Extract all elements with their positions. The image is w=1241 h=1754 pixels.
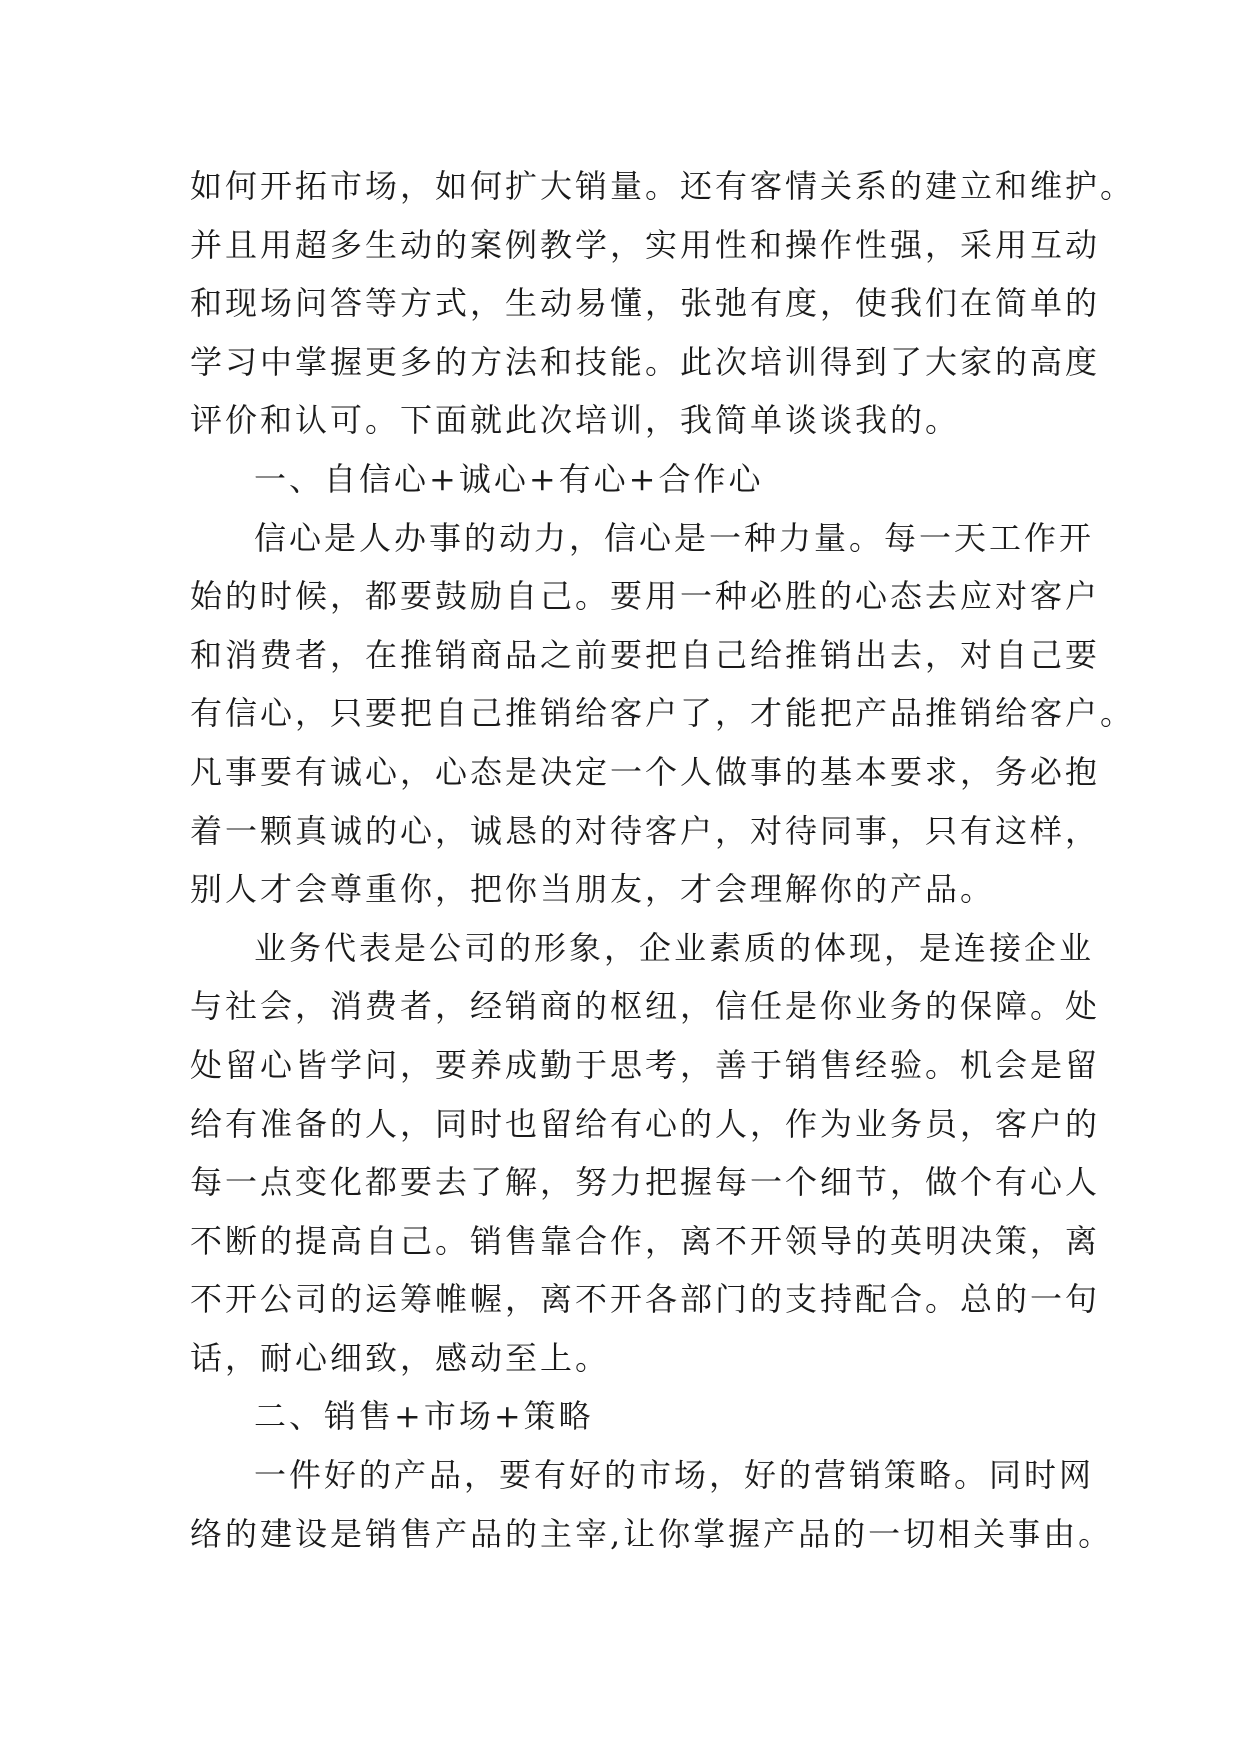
text-line: 不断的提高自己。销售靠合作，离不开领导的英明决策，离 bbox=[190, 1221, 1101, 1260]
text-line: 与社会，消费者，经销商的枢纽，信任是你业务的保障。处 bbox=[190, 987, 1101, 1026]
text-line: 有信心，只要把自己推销给客户了，才能把产品推销给客户。 bbox=[190, 694, 1136, 733]
text-line: 别人才会尊重你，把你当朋友，才会理解你的产品。 bbox=[190, 870, 996, 909]
text-line: 如何开拓市场，如何扩大销量。还有客情关系的建立和维护。 bbox=[190, 167, 1136, 205]
text-line-content: 业务代表是公司的形象，企业素质的体现，是连接企业 bbox=[254, 928, 1095, 967]
text-line bbox=[190, 509, 1095, 568]
text-line: 并且用超多生动的案例教学，实用性和操作性强，采用互动 bbox=[190, 225, 1101, 264]
section-heading-1: 一、自信心+诚心+有心+合作心 bbox=[254, 459, 764, 498]
text-line: 和消费者，在推销商品之前要把自己给推销出去，对自己要 bbox=[190, 635, 1101, 674]
text-line: 每一点变化都要去了解，努力把握每一个细节，做个有心人 bbox=[190, 1163, 1101, 1202]
text-line: 话，耐心细致，感动至上。 bbox=[190, 1338, 611, 1377]
text-line-content: 一件好的产品，要有好的市场，好的营销策略。同时网 bbox=[254, 1456, 1095, 1495]
text-line: 评价和认可。下面就此次培训，我简单谈谈我的。 bbox=[190, 401, 961, 440]
paragraph-confidence bbox=[190, 509, 1136, 919]
section-heading-2: 二、销售+市场+策略 bbox=[254, 1397, 594, 1436]
paragraph-representative bbox=[190, 919, 1101, 1388]
document-body bbox=[190, 157, 1136, 1563]
text-line: 着一颗真诚的心，诚恳的对待客户，对待同事，只有这样， bbox=[190, 811, 1101, 850]
text-line bbox=[190, 919, 1095, 978]
text-line bbox=[190, 1446, 1095, 1505]
text-line: 凡事要有诚心，心态是决定一个人做事的基本要求，务必抱 bbox=[190, 752, 1101, 791]
paragraph-sales bbox=[190, 1446, 1114, 1563]
text-line: 和现场问答等方式，生动易懂，张弛有度，使我们在简单的 bbox=[190, 284, 1101, 323]
text-line-content: 信心是人办事的动力，信心是一种力量。每一天工作开 bbox=[254, 518, 1095, 557]
paragraph-intro bbox=[190, 157, 1136, 450]
text-line: 始的时候，都要鼓励自己。要用一种必胜的心态去应对客户 bbox=[190, 577, 1101, 616]
text-line: 学习中掌握更多的方法和技能。此次培训得到了大家的高度 bbox=[190, 342, 1101, 381]
text-line: 不开公司的运筹帷幄，离不开各部门的支持配合。总的一句 bbox=[190, 1280, 1101, 1319]
text-line: 给有准备的人，同时也留给有心的人，作为业务员，客户的 bbox=[190, 1104, 1101, 1143]
text-line: 络的建设是销售产品的主宰,让你掌握产品的一切相关事由。 bbox=[190, 1514, 1114, 1553]
text-line: 处留心皆学问，要养成勤于思考，善于销售经验。机会是留 bbox=[190, 1045, 1101, 1084]
